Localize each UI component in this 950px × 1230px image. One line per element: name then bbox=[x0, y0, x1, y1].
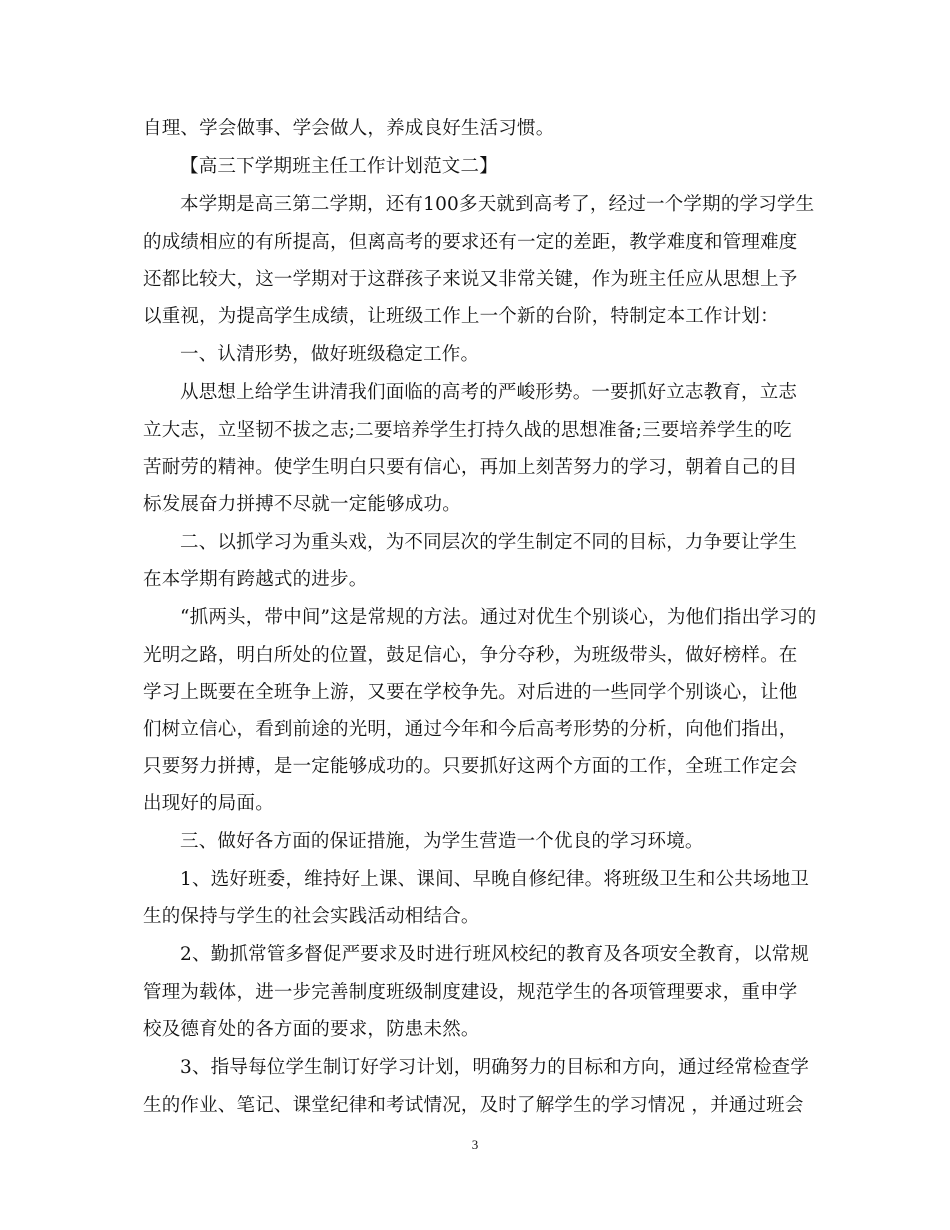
text-line: 只要努力拼搏，是一定能够成功的。只要抓好这两个方面的工作，全班工作定会 bbox=[143, 756, 798, 777]
text-line: 出现好的局面。 bbox=[143, 793, 274, 814]
section-heading: 三、做好各方面的保证措施，为学生营造一个优良的学习环境。 bbox=[180, 831, 704, 852]
text-line: 还都比较大，这一学期对于这群孩子来说又非常关键，作为班主任应从思想上予 bbox=[143, 269, 798, 290]
section-heading: 二、以抓学习为重头戏，为不同层次的学生制定不同的目标，力争要让学生 bbox=[180, 532, 798, 553]
text-line: 学习上既要在全班争上游，又要在学校争先。对后进的一些同学个别谈心，让他 bbox=[143, 682, 798, 703]
section-heading: 一、认清形势，做好班级稳定工作。 bbox=[180, 344, 480, 365]
text-line: 1、选好班委，维持好上课、课间、早晚自修纪律。将班级卫生和公共场地卫 bbox=[180, 869, 810, 890]
text-line: 在本学期有跨越式的进步。 bbox=[143, 569, 368, 590]
text-line: 以重视，为提高学生成绩，让班级工作上一个新的台阶，特制定本工作计划： bbox=[143, 306, 779, 327]
text-line: 3、指导每位学生制订好学习计划，明确努力的目标和方向，通过经常检查学 bbox=[180, 1057, 810, 1078]
text-line: 标发展奋力拼搏不尽就一定能够成功。 bbox=[143, 494, 461, 515]
text-line: 苦耐劳的精神。使学生明白只要有信心，再加上刻苦努力的学习，朝着自己的目 bbox=[143, 457, 798, 478]
text-line: “抓两头，带中间”这是常规的方法。通过对优生个别谈心，为他们指出学习的 bbox=[180, 607, 817, 628]
text-line: 自理、学会做事、学会做人，养成良好生活习惯。 bbox=[143, 118, 555, 139]
text-line: 本学期是高三第二学期，还有100多天就到高考了，经过一个学期的学习学生 bbox=[180, 194, 815, 215]
text-line: 立大志，立坚韧不拔之志;二要培养学生打持久战的思想准备;三要培养学生的吃 bbox=[143, 420, 792, 441]
text-line: 从思想上给学生讲清我们面临的高考的严峻形势。一要抓好立志教育，立志 bbox=[180, 382, 798, 403]
text-line: 们树立信心，看到前途的光明，通过今年和今后高考形势的分析，向他们指出， bbox=[143, 719, 798, 740]
text-line: 生的作业、笔记、课堂纪律和考试情况，及时了解学生的学习情况 ，并通过班会 bbox=[143, 1095, 804, 1116]
page-number: 3 bbox=[471, 1137, 479, 1152]
text-line: 管理为载体，进一步完善制度班级制度建设，规范学生的各项管理要求，重申学 bbox=[143, 982, 798, 1003]
section-heading: 【高三下学期班主任工作计划范文二】 bbox=[180, 156, 498, 177]
text-line: 生的保持与学生的社会实践活动相结合。 bbox=[143, 906, 480, 927]
text-line: 光明之路，明白所处的位置，鼓足信心，争分夺秒，为班级带头，做好榜样。在 bbox=[143, 645, 798, 666]
text-line: 2、勤抓常管多督促严要求及时进行班风校纪的教育及各项安全教育，以常规 bbox=[180, 944, 810, 965]
text-line: 校及德育处的各方面的要求，防患未然。 bbox=[143, 1019, 480, 1040]
text-line: 的成绩相应的有所提高，但离高考的要求还有一定的差距，教学难度和管理难度 bbox=[143, 232, 798, 253]
